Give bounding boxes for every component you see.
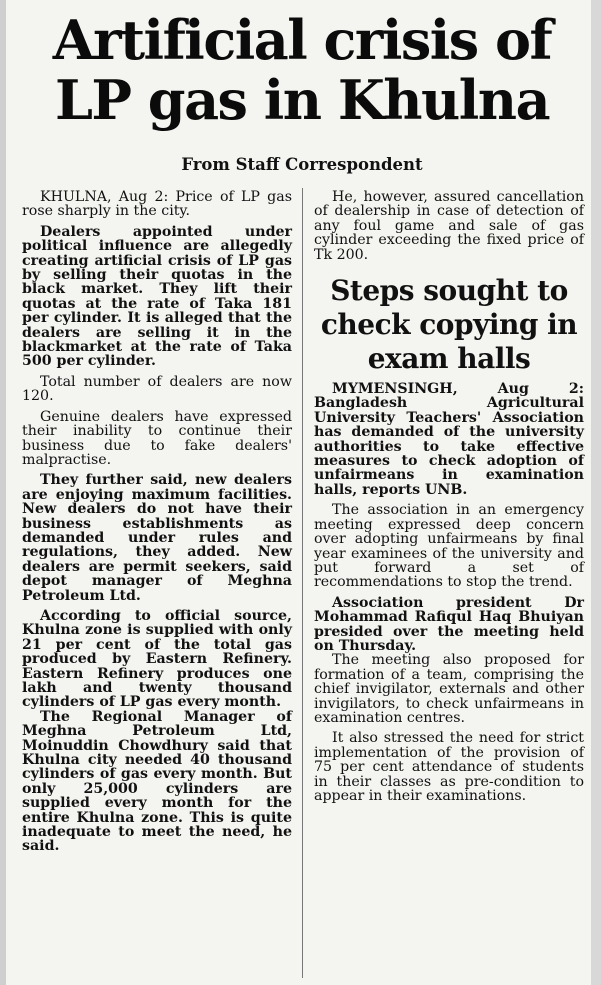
main-headline: Artificial crisis of LP gas in Khulna xyxy=(52,8,552,132)
column-divider xyxy=(302,188,303,978)
article-paragraph: They further said, new dealers are enjoying maximum facilities. New dealers do not have their business establishments as demanded under rules and regulations, they added. New dealers are permit seekers, said depot manager of Meghna Petroleum Ltd. xyxy=(22,472,292,604)
second-headline: Steps sought to check copying in exam halls xyxy=(320,274,578,376)
article-paragraph: The Regional Manager of Meghna Petroleum Ltd, Moinuddin Chowdhury said that Khulna city needed 40 thousand cylinders of gas every month. But only 25,000 cylinders are supplied every month for the entire Khulna zone. This is quite inadequate to meet the need, he said. xyxy=(22,708,292,855)
scan-edge-left xyxy=(0,0,6,985)
article-paragraph: He, however, assured cancellation of dealership in case of detection of any foul game and sale of gas cylinder exceeding the fixed price of Tk 200. xyxy=(314,189,584,263)
right-column xyxy=(314,190,584,809)
second-article-lead xyxy=(314,382,584,497)
byline: From Staff Correspondent xyxy=(181,155,423,174)
second-article-paragraph: It also stressed the need for strict implementation of the provision of 75 per cent attendance of students in their classes as pre-condition to appear in their examinations. xyxy=(314,730,584,804)
article-paragraph: Dealers appointed under political influence are allegedly creating artificial crisis of LP gas by selling their quotas in the black market. They lift their quotas at the rate of Taka 181 per cylinder. It is alleged that the dealers are selling it in the blackmarket at the rate of Taka 500 per cylinder. xyxy=(22,223,292,370)
dateline: MYMENSINGH, Aug 2: xyxy=(332,381,584,398)
scan-edge-right xyxy=(591,0,601,985)
article-paragraph: Genuine dealers have expressed their inability to continue their business due to fake dealers' malpractise. xyxy=(22,408,292,468)
second-article-paragraph: The association in an emergency meeting expressed deep concern over adopting unfairmeans by final year examinees of the university and put forward a set of recommendations to stop the trend. xyxy=(314,502,584,591)
left-column xyxy=(22,190,292,860)
lead-text: Bangladesh Agricultural University Teachers' Association has demanded of the university authorities to take effective measures to check adoption of unfairmeans in examination halls, reports UNB. xyxy=(314,395,584,498)
article-paragraph: Total number of dealers are now 120. xyxy=(22,373,292,405)
second-article-paragraph: Association president Dr Mohammad Rafiqul Haq Bhuiyan presided over the meeting held on Thursday. xyxy=(314,594,584,654)
article-paragraph: According to official source, Khulna zone is supplied with only 21 per cent of the total gas produced by Eastern Refinery. Eastern Refinery produces one lakh and twenty thousand cylinders of LP gas every month. xyxy=(22,607,292,711)
second-article-paragraph: The meeting also proposed for formation of a team, comprising the chief invigilator, externals and other invigilators, to check unfairmeans in examination centres. xyxy=(314,652,584,726)
article-paragraph: KHULNA, Aug 2: Price of LP gas rose sharply in the city. xyxy=(22,189,292,220)
